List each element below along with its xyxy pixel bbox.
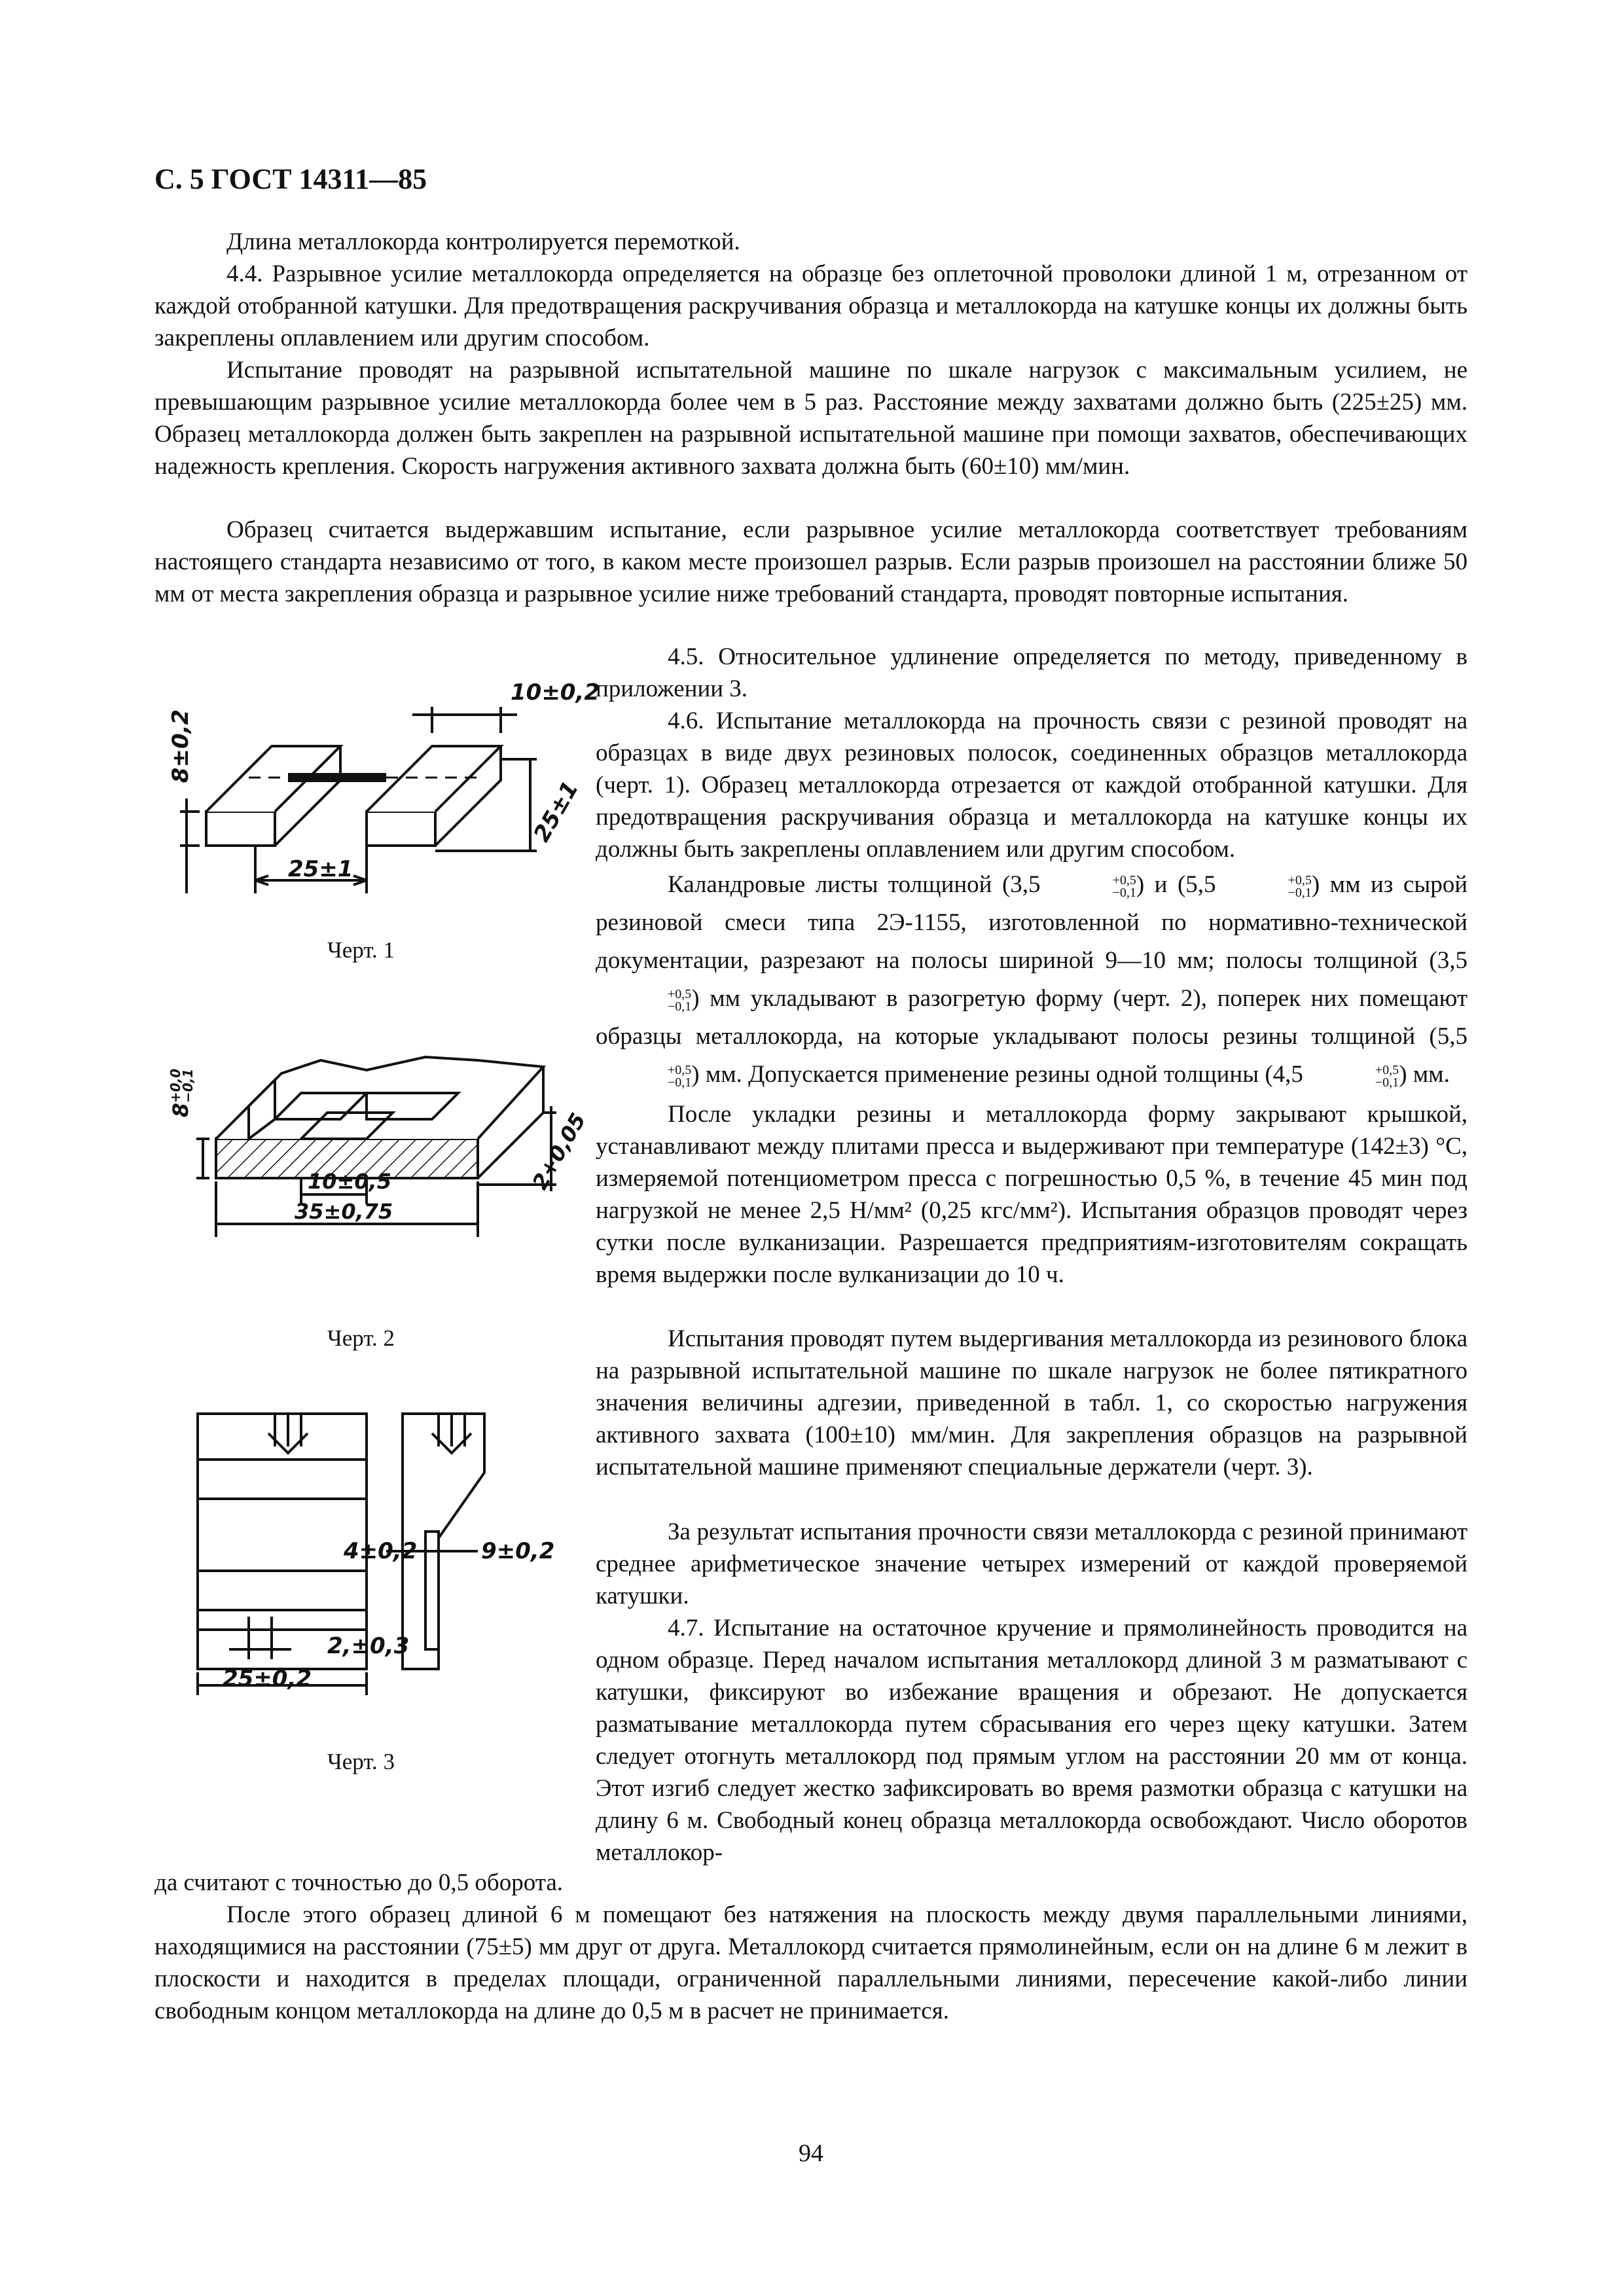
- figure-1-caption: Черт. 1: [327, 937, 395, 963]
- figure-3: [151, 1407, 576, 1721]
- paragraph-4-5: 4.5. Относительное удлинение определяется по методу, приведенному в приложении 3.: [596, 643, 1468, 702]
- figure-2: [151, 1021, 591, 1296]
- fig3-dim-c: 2,±0,3: [327, 1633, 410, 1659]
- figure-1: [151, 668, 600, 916]
- fig3-dim-a: 4±0,2: [344, 1538, 418, 1564]
- tolerance-mark: +0,5 −0,1: [668, 986, 692, 1014]
- tolerance-mark: +0,5 −0,1: [1375, 1062, 1399, 1090]
- paragraph-test-machine: Испытание проводят на разрывной испытательной машине по шкале нагрузок с максимальным усилием, не превышающим разрывное усилие металлокорда более чем в 5 раз. Расстояние между захватами должно быть (225±25) мм. Образец металлокорда должен быть закреплен на разрывной испытательной машине при помощи захватов, обеспечивающих надежность крепления. Скорость нагружения активного захвата должна быть (60±10) мм/мин.: [154, 357, 1468, 480]
- fig2-height-dim: 8 +0,0 −0,1: [168, 1068, 196, 1118]
- tolerance-mark: +0,5 −0,1: [668, 1062, 692, 1090]
- figure-3-caption: Черт. 3: [327, 1749, 395, 1774]
- fig2-inner-dim: 10±0,5: [308, 1169, 392, 1194]
- paragraph-4-7-end: да считают с точностью до 0,5 оборота.: [154, 1869, 563, 1896]
- fig1-depth-dim: 25±1: [528, 776, 584, 847]
- tolerance-mark: +0,5 −0,1: [1112, 872, 1136, 900]
- paragraph-4-6: 4.6. Испытание металлокорда на прочность связи с резиной проводят на образцах в виде двух резиновых полосок, соединенных образцов металлокорда (черт. 1). Образец металлокорда отрезается от каждой отобранной катушки. Для предотвращения раскручивания образца и металлокорда на катушке концы их должны быть закреплены оплавлением или другим способом.: [596, 708, 1468, 863]
- page-header: С. 5 ГОСТ 14311—85: [154, 163, 427, 195]
- fig2-depth-dim: 2+0,05: [527, 1109, 591, 1194]
- fig2-outer-dim: 35±0,75: [295, 1199, 393, 1224]
- fig3-dim-b: 9±0,2: [481, 1538, 555, 1564]
- paragraph-result: За результат испытания прочности связи металлокорда с резиной принимают среднее арифметическое значение четырех измерений от каждой проверяемой катушки.: [596, 1518, 1468, 1609]
- paragraph-4-7: 4.7. Испытание на остаточное кручение и прямолинейность проводится на одном образце. Перед началом испытания металлокорд длиной 3 м разматывают с катушки, фиксируют во избежание вращения и обрезают. Не допускается разматывание металлокорда путем сбрасывания его через щеку катушки. Затем следует отогнуть металлокорд под прямым углом на расстоянии 20 мм от конца. Этот изгиб следует жестко зафиксировать во время размотки образца с катушки на длину 6 м. Свободный конец образца металлокорда освобождают. Число оборотов металлокор-: [596, 1615, 1468, 1866]
- figure-2-caption: Черт. 2: [327, 1325, 395, 1351]
- fig1-width-dim: 10±0,2: [511, 679, 600, 706]
- fig3-dim-d: 25±0,2: [223, 1666, 312, 1692]
- paragraph-pull-out-test: Испытания проводят путем выдергивания металлокорда из резинового блока на разрывной испытательной машине по шкале нагрузок не более пятикратного значения величины адгезии, приведенной в табл. 1, со скоростью нагружения активного захвата (100±10) мм/мин. Для закрепления образцов на разрывной испытательной машине применяют специальные держатели (черт. 3).: [596, 1325, 1468, 1480]
- fig1-height-dim: 8±0,2: [168, 709, 194, 783]
- paragraph-length-control: Длина металлокорда контролируется перемоткой.: [226, 228, 740, 255]
- page-number: 94: [799, 2140, 823, 2167]
- figure-2-drawing: [151, 1021, 576, 1296]
- paragraph-calender-sheets: Каландровые листы толщиной (3,5 +0,5 −0,1 ) и (5,5 +0,5 −0,1 ) мм из сырой резиновой смеси типа 2Э-1155, изготовленной по нормативно-технической документации, разрезают на полосы шириной 9—10 мм; полосы толщиной (3,5 +0,5 −0,1 ) мм укладывают в разогретую форму (черт. 2), поперек них помещают образцы металлокорда, на которые укладывают полосы резины толщиной (5,5 +0,5 −0,1 ) мм. Допускается применение резины одной толщины (4,5 +0,5 −0,1 ) мм.: [596, 871, 1468, 1090]
- paragraph-vulcanization: После укладки резины и металлокорда форму закрывают крышкой, устанавливают между плитами пресса и выдерживают при температуре (142±3) °С, измеряемой потенциометром пресса с погрешностью 0,5 %, в течение 45 мин под нагрузкой не менее 2,5 Н/мм² (0,25 кгс/мм²). Испытания образцов проводят через сутки после вулканизации. Разрешается предприятиям-изготовителям сокращать время выдержки после вулканизации до 10 ч.: [596, 1101, 1468, 1288]
- paragraph-test-passed: Образец считается выдержавшим испытание, если разрывное усилие металлокорда соответствует требованиям настоящего стандарта независимо от того, в каком месте произошел разрыв. Если разрыв произошел на расстоянии ближе 50 мм от места закрепления образца и разрывное усилие ниже требований стандарта, проводят повторные испытания.: [154, 516, 1468, 607]
- fig1-gap-dim: 25±1: [288, 856, 353, 882]
- paragraph-4-4: 4.4. Разрывное усилие металлокорда определяется на образце без оплеточной проволоки длиной 1 м, отрезанном от каждой отобранной катушки. Для предотвращения раскручивания образца и металлокорда на катушке концы их должны быть закреплены оплавлением или другим способом.: [154, 260, 1468, 351]
- tolerance-mark: +0,5 −0,1: [1288, 872, 1312, 900]
- figure-3-drawing: [151, 1407, 576, 1721]
- paragraph-straightness: После этого образец длиной 6 м помещают без натяжения на плоскость между двумя параллельными линиями, находящимися на расстоянии (75±5) мм друг от друга. Металлокорд считается прямолинейным, если он на длине 6 м лежит в плоскости и находится в пределах площади, ограниченной параллельными линиями, пересечение какой-либо линии свободным концом металлокорда на длине до 0,5 м в расчет не принимается.: [154, 1901, 1468, 2024]
